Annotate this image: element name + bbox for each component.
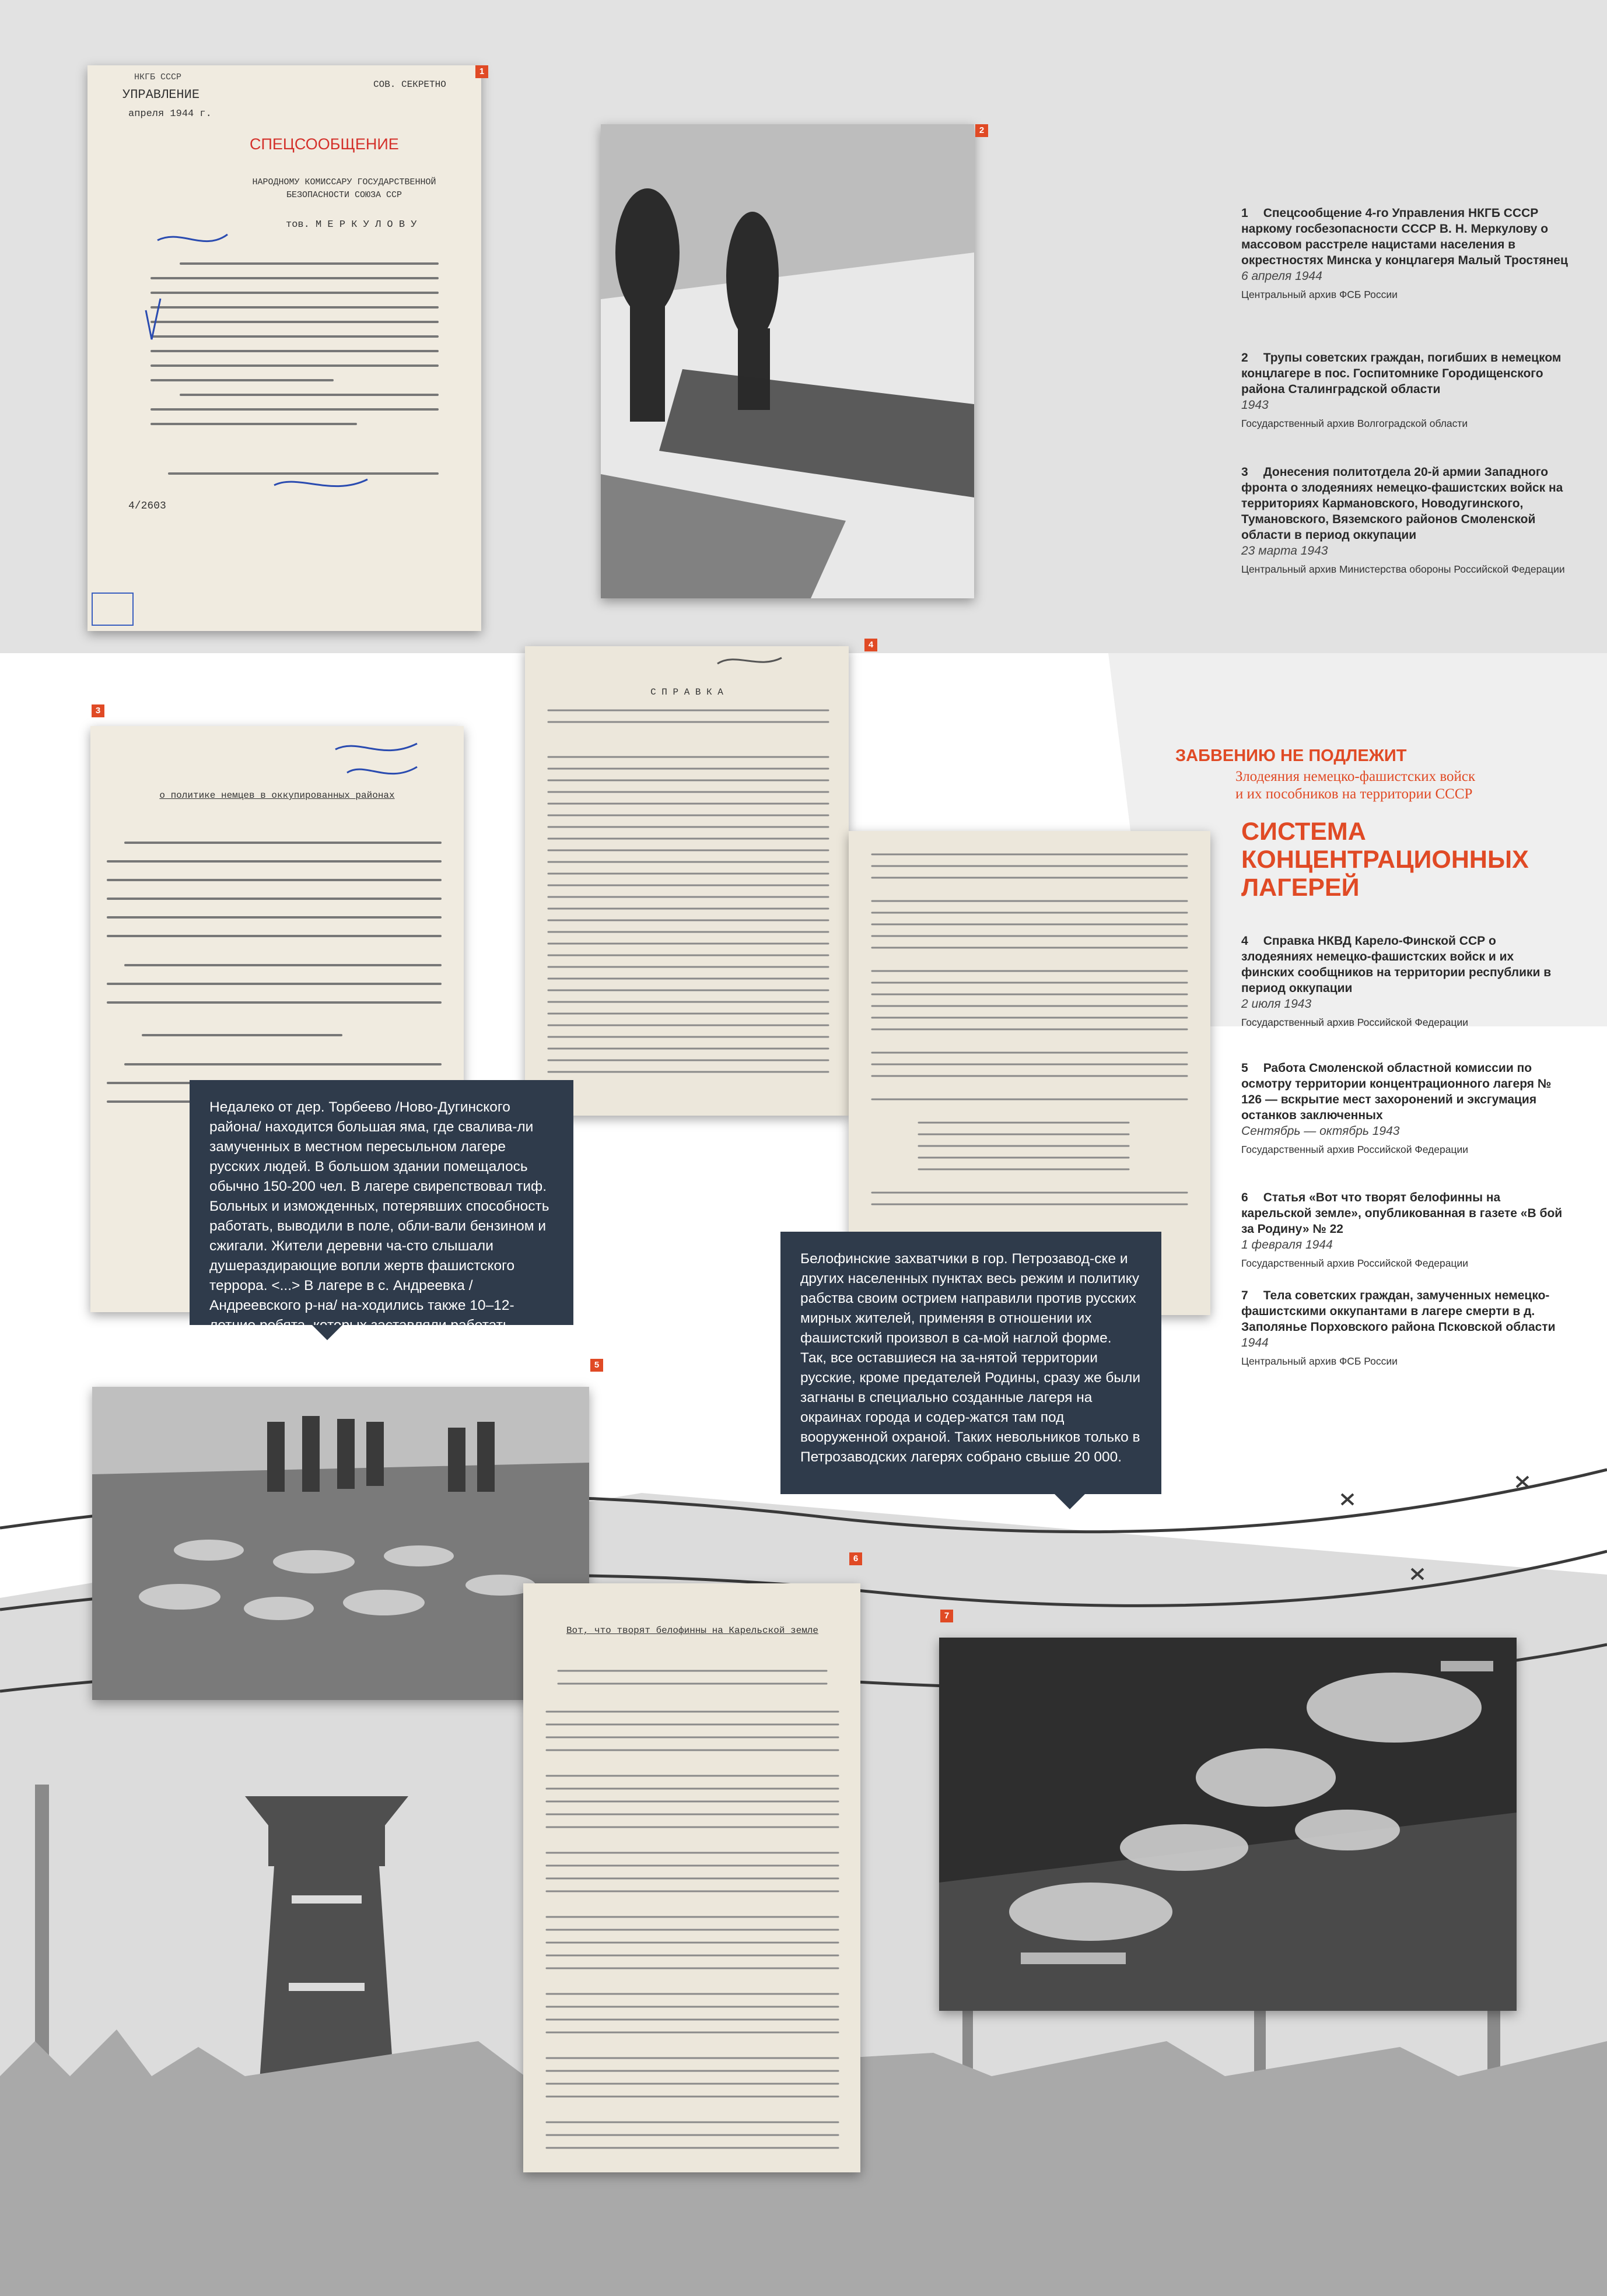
caption-6 [1241,1190,1568,1270]
caption-4-title: Справка НКВД Карело-Финской ССР о злодеяниях немецко-фашистских войск и их финских сообщников на территории республики в период оккупации [1241,934,1552,995]
caption-7 [1241,1288,1568,1368]
section-title-line1: СИСТЕМА [1241,818,1366,846]
document-4-nkvd-report [525,646,849,1116]
caption-5 [1241,1060,1568,1156]
doc6-heading: Вот, что творят белофинны на Карельской земле [566,1625,819,1636]
caption-7-number: 7 [1241,1289,1248,1302]
photo-2-camp-bodies [601,124,974,598]
marker-7: 7 [940,1610,953,1622]
doc6-typewritten-text [523,1583,860,2172]
doc4-heading: С П Р А В К А [650,687,723,697]
caption-5-date: Сентябрь — октябрь 1943 [1241,1124,1400,1138]
caption-3 [1241,464,1568,576]
caption-1-date: 6 апреля 1944 [1241,269,1322,283]
doc1-department: УПРАВЛЕНИЕ [122,87,200,102]
marker-3: 3 [92,704,104,717]
caption-4-source: Государственный архив Российской Федерации [1241,1016,1469,1028]
callout-notch [1055,1494,1085,1509]
caption-7-source: Центральный архив ФСБ России [1241,1355,1398,1367]
doc3-heading: о политике немцев в оккупированных районах [159,790,395,801]
photo-7-death-camp [939,1638,1517,2011]
quote-callout-torbeevo [190,1080,573,1353]
doc1-typewritten-text [87,65,481,631]
caption-6-number: 6 [1241,1191,1248,1204]
doc1-secrecy: СОВ. СЕКРЕТНО [373,79,446,90]
caption-2 [1241,350,1568,430]
caption-2-title: Трупы советских граждан, погибших в немецком концлагере в пос. Госпитомнике Городищенского района Сталинградской области [1241,351,1562,396]
caption-2-date: 1943 [1241,398,1269,412]
caption-7-title: Тела советских граждан, замученных немецко-фашистскими оккупантами в лагере смерти в д. Заполянье Порховского района Псковской области [1241,1289,1556,1334]
caption-4-date: 2 июля 1943 [1241,997,1312,1011]
marker-5: 5 [590,1359,603,1372]
caption-1-source: Центральный архив ФСБ России [1241,289,1398,300]
marker-6: 6 [849,1552,862,1565]
caption-1 [1241,205,1568,302]
callout-notch [312,1325,342,1340]
caption-3-source: Центральный архив Министерства обороны Российской Федерации [1241,563,1565,575]
caption-1-number: 1 [1241,206,1248,220]
caption-3-number: 3 [1241,465,1248,479]
caption-6-date: 1 февраля 1944 [1241,1238,1333,1252]
photo-7-image [939,1638,1517,2011]
caption-3-title: Донесения политотдела 20-й армии Западного фронта о злодеяниях немецко-фашистских войск на территориях Кармановского, Новодугинского, Тумановского, Вяземского районов Смоленской области в период оккупации [1241,465,1563,542]
document-6-newspaper-article [523,1583,860,2172]
section-subtitle-line2: и их пособников на территории СССР [1235,786,1473,802]
doc1-to: тов. М Е Р К У Л О В У [286,219,417,230]
caption-2-number: 2 [1241,351,1248,364]
section-title-line2: КОНЦЕНТРАЦИОННЫХ [1241,846,1529,874]
doc1-ministry: НКГБ СССР [134,72,182,82]
quote-callout-petrozavodsk [780,1232,1161,1494]
caption-5-source: Государственный архив Российской Федерации [1241,1144,1469,1155]
section-kicker: ЗАБВЕНИЮ НЕ ПОДЛЕЖИТ [1175,746,1407,765]
quote-callout-torbeevo-text: Недалеко от дер. Торбеево /Ново-Дугинского района/ находится большая яма, где свалива-ли замученных в местном пересыльном лагере русских людей. В большом здании помещалось обычно 150-200 чел. В лагере свирепствовал тиф. Больных и изможденных, потерявших способность работать, выводили в поле, обли-вали бензином и сжигали. Жители деревни ча-сто слышали душераздирающие вопли жертв фашистского террора. <...> В лагере в с. Андреевка /Андреевского р-на/ на-ходились также 10–12-летние ребята, которых заставляли работать наряду со взрослыми. [209,1099,549,1353]
caption-2-source: Государственный архив Волгоградской области [1241,418,1468,429]
caption-6-source: Государственный архив Российской Федерации [1241,1257,1469,1269]
photo-2-image [601,124,974,598]
doc4-typewritten-text [525,646,849,1116]
document-1-special-report [87,65,481,631]
marker-1: 1 [475,65,488,78]
marker-4: 4 [864,639,877,651]
caption-4-number: 4 [1241,934,1248,948]
doc1-date: апреля 1944 г. [128,108,212,120]
doc1-number: 4/2603 [128,500,166,512]
caption-5-title: Работа Смоленской областной комиссии по осмотру территории концентрационного лагеря № 126 — вскрытие мест захоронений и эксгумация останков заключенных [1241,1061,1552,1122]
caption-7-date: 1944 [1241,1336,1269,1349]
caption-3-date: 23 марта 1943 [1241,544,1328,558]
section-subtitle-line1: Злодеяния немецко-фашистских войск [1235,769,1476,784]
caption-4 [1241,933,1568,1029]
caption-1-title: Спецсообщение 4-го Управления НКГБ СССР наркому госбезопасности СССР В. Н. Меркулову о массовом расстреле нацистами населения в окрестностях Минска у концлагеря Малый Тростянец [1241,206,1568,267]
photo-5-exhumation [92,1387,589,1700]
photo-5-image [92,1387,589,1700]
quote-callout-petrozavodsk-text: Белофинские захватчики в гор. Петрозавод-ске и других населенных пунктах весь режим и политику рабства своим острием направили против русских мирных жителей, применяя в отношении их фашистский произвол в са-мой наглой форме. Так, все оставшиеся на за-нятой территории русские, кроме предателей Родины, сразу же были загнаны в специально созданные лагеря на окраинах города и содер-жатся там под вооруженной охраной. Таких невольников только в Петрозаводских лагерях собрано свыше 20 000. [800,1251,1141,1465]
caption-6-title: Статья «Вот что творят белофинны на карельской земле», опубликованная в газете «В бой за Родину» № 22 [1241,1191,1563,1236]
marker-2: 2 [975,124,988,137]
section-title-line3: ЛАГЕРЕЙ [1241,874,1360,902]
doc1-stamp: СПЕЦСООБЩЕНИЕ [250,135,399,153]
caption-5-number: 5 [1241,1061,1248,1075]
doc1-addressee: НАРОДНОМУ КОМИССАРУ ГОСУДАРСТВЕННОЙ БЕЗОПАСНОСТИ СОЮЗА ССР [252,177,436,200]
